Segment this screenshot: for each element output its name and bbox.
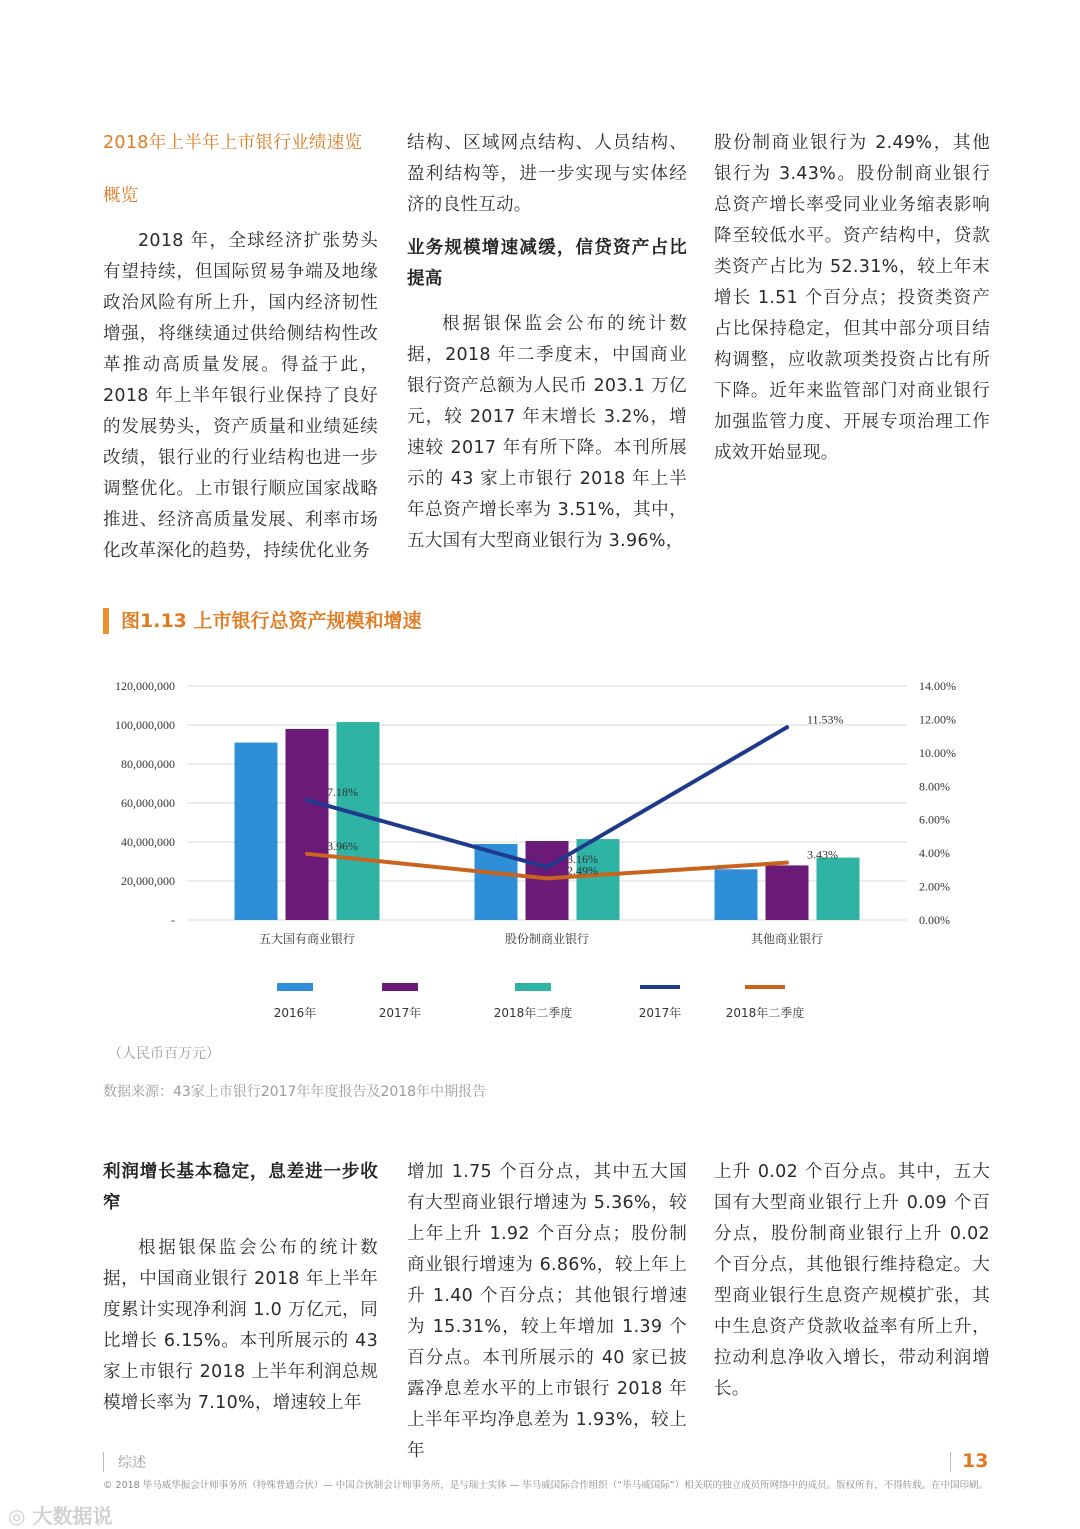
asset-growth-chart <box>95 670 995 1040</box>
x-tick-label: 五大国有商业银行 <box>258 932 356 946</box>
y-left-tick-label: 80,000,000 <box>121 757 175 771</box>
footer-divider <box>103 1452 104 1472</box>
legend-label: 2016年 <box>273 1006 317 1020</box>
legend-swatch <box>382 983 418 991</box>
copyright-notice: © 2018 毕马威华振会计师事务所（特殊普通合伙）— 中国合伙制会计师事务所，是与瑞士实体 — 毕马威国际合作组织（“毕马威国际”）相关联的独立成员所网络中的成员。版权所有，不得转载。在中国印刷。 <box>103 1480 989 1491</box>
y-right-tick-label: 4.00% <box>919 846 950 861</box>
bar <box>286 729 329 920</box>
bottom-column-3 <box>714 1157 990 1405</box>
section-title: 2018年上半年上市银行业绩速览 <box>103 133 363 153</box>
y-left-tick-label: 120,000,000 <box>115 679 175 693</box>
line-point <box>785 861 789 865</box>
legend-swatch <box>515 983 551 991</box>
unit-label: （人民币百万元） <box>108 1046 220 1062</box>
data-label: 3.43% <box>807 847 838 862</box>
y-left-tick-label: 60,000,000 <box>121 796 175 810</box>
data-label: 3.96% <box>327 838 358 853</box>
paragraph: 增加 1.75 个百分点，其中五大国有大型商业银行增速为 5.36%，较上年上升 1.92 个百分点；股份制商业银行增速为 6.86%，较上年上升 1.40 个百分点；其他银行增速为 15.31%，较上年增加 1.39 个百分点。本刊所展示的 40 家已披露净息差水平的上市银行 2018 年上半年平均净息差为 1.93%，较上年 <box>407 1162 687 1461</box>
column-3 <box>714 128 990 469</box>
y-right-tick-label: 8.00% <box>919 779 950 794</box>
bar <box>715 869 758 920</box>
bottom-column-1 <box>103 1157 378 1419</box>
column-2 <box>407 128 687 557</box>
bar <box>235 743 278 920</box>
subsection-title: 概览 <box>103 186 139 206</box>
line-point <box>305 798 309 802</box>
paragraph: 根据银保监会公布的统计数据，中国商业银行 2018 年上半年度累计实现净利润 1.0 万亿元，同比增长 6.15%。本刊所展示的 43 家上市银行 2018 上半年利润总规模增长率为 7.10%，增速较上年 <box>103 1238 378 1413</box>
y-left-tick-label: - <box>171 913 175 927</box>
paragraph: 上升 0.02 个百分点。其中，五大国有大型商业银行上升 0.09 个百分点，股份制商业银行上升 0.02 个百分点，其他银行维持稳定。大型商业银行生息资产规模扩张，其中生息资产贷款收益率有所上升，拉动利息净收入增长，带动利润增长。 <box>714 1162 990 1399</box>
x-tick-label: 股份制商业银行 <box>504 932 590 946</box>
paragraph: 股份制商业银行为 2.49%，其他银行为 3.43%。股份制商业银行总资产增长率受同业业务缩表影响降至较低水平。资产结构中，贷款类资产占比为 52.31%，较上年末增长 1.51 个百分点；投资类资产占比保持稳定，但其中部分项目结构调整，应收款项类投资占比有所下降。近年来监管部门对商业银行加强监管力度、开展专项治理工作成效开始显现。 <box>714 133 990 463</box>
legend-label: 2018年二季度 <box>493 1006 573 1020</box>
figure-title: 图1.13 上市银行总资产规模和增速 <box>103 608 422 634</box>
column-1 <box>103 128 378 567</box>
bar <box>766 865 809 920</box>
paragraph: 根据银保监会公布的统计数据，2018 年二季度末，中国商业银行资产总额为人民币 203.1 万亿元，较 2017 年末增长 3.2%，增速较 2017 年有所下降。本刊所展示的 43 家上市银行 2018 年上半年总资产增长率为 3.51%，其中，五大国有大型商业银行为 3.96%， <box>407 314 687 551</box>
y-left-tick-label: 100,000,000 <box>115 718 175 732</box>
data-label: 11.53% <box>807 712 844 727</box>
y-right-tick-label: 2.00% <box>919 879 950 894</box>
paragraph-heading: 业务规模增速减缓，信贷资产占比提高 <box>407 238 687 289</box>
line-point <box>545 876 549 880</box>
data-source: 数据来源：43家上市银行2017年年度报告及2018年中期报告 <box>103 1084 487 1100</box>
y-right-tick-label: 6.00% <box>919 812 950 827</box>
bottom-column-2 <box>407 1157 687 1467</box>
y-left-tick-label: 40,000,000 <box>121 835 175 849</box>
y-left-tick-label: 20,000,000 <box>121 874 175 888</box>
watermark-logo: ◎ 大数据说 <box>8 1504 113 1528</box>
paragraph-heading: 利润增长基本稳定，息差进一步收窄 <box>103 1162 378 1213</box>
y-right-tick-label: 12.00% <box>919 712 956 727</box>
line-point <box>305 852 309 856</box>
legend-label: 2018年二季度 <box>725 1006 805 1020</box>
footer-section: 综述 <box>118 1455 146 1471</box>
x-tick-label: 其他商业银行 <box>750 932 824 946</box>
legend-label: 2017年 <box>378 1006 422 1020</box>
paragraph: 结构、区域网点结构、人员结构、盈利结构等，进一步实现与实体经济的良性互动。 <box>407 133 687 215</box>
paragraph: 2018 年，全球经济扩张势头有望持续，但国际贸易争端及地缘政治风险有所上升，国内经济韧性增强，将继续通过供给侧结构性改革推动高质量发展。得益于此，2018 年上半年银行业保持了良好的发展势头，资产质量和业绩延续改绩，银行业的行业结构也进一步调整优化。上市银行顺应国家战略推进、经济高质量发展、利率市场化改革深化的趋势，持续优化业务 <box>103 231 378 561</box>
data-label: 7.18% <box>327 784 358 799</box>
y-right-tick-label: 0.00% <box>919 913 950 927</box>
data-label: 2.49% <box>567 863 598 878</box>
legend-swatch <box>277 983 313 991</box>
bar <box>337 722 380 920</box>
y-right-tick-label: 10.00% <box>919 745 956 760</box>
watermark-text: 大数据说 <box>32 1504 113 1528</box>
y-right-tick-label: 14.00% <box>919 679 956 693</box>
line-point <box>545 865 549 869</box>
legend-label: 2017年 <box>638 1006 682 1020</box>
footer-divider <box>950 1452 951 1472</box>
page-number: 13 <box>962 1450 989 1472</box>
bar <box>817 858 860 920</box>
data-label: 3.16% <box>567 852 598 867</box>
bar <box>526 841 569 920</box>
line-point <box>785 725 789 729</box>
